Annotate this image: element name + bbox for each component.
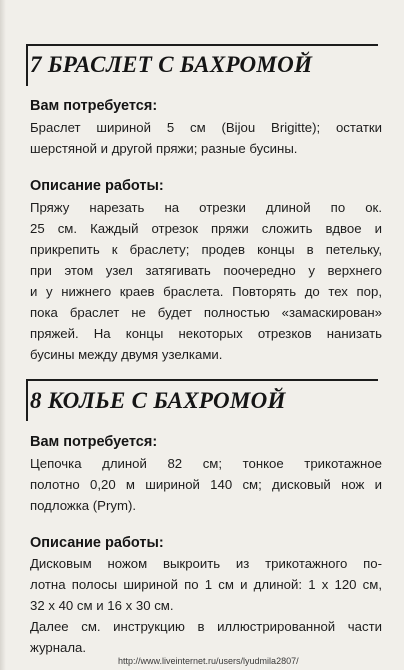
section2-materials-heading: Вам потребуется: <box>30 434 158 450</box>
text-line: Браслет шириной 5 см (Bijou Brigitte); остатки <box>30 120 382 135</box>
section2-work-heading: Описание работы: <box>30 535 164 551</box>
section2-left-bar <box>26 379 28 421</box>
section1-materials-text <box>30 117 382 159</box>
text-line: прикрепить к браслету; продев концы в петельку, <box>30 242 382 257</box>
section1-left-bar <box>26 44 28 86</box>
text-line: 32 х 40 см и 16 х 30 см. <box>30 598 174 613</box>
text-line: полотно 0,20 м шириной 140 см; дисковый нож и <box>30 477 382 492</box>
text-line: пока браслет не будет полностью «замаскирован» <box>30 305 382 320</box>
text-line: подложка (Prym). <box>30 498 137 513</box>
section2-work-text <box>30 553 382 658</box>
section2-title: 8 КОЛЬЕ С БАХРОМОЙ <box>30 388 286 413</box>
section2-top-rule <box>26 379 378 381</box>
section1-title: 7 БРАСЛЕТ С БАХРОМОЙ <box>30 52 313 77</box>
text-line: пряжей. На концы некоторых отрезков нанизать <box>30 326 382 341</box>
text-line: журнала. <box>30 640 87 655</box>
page-spine-shadow <box>0 0 6 670</box>
text-line: Далее см. инструкцию в иллюстрированной части <box>30 619 382 634</box>
text-line: и у нижнего краев браслета. Повторять до тех пор, <box>30 284 382 299</box>
text-line: Пряжу нарезать на отрезки длиной по ок. <box>30 200 382 215</box>
text-line: бусины между двумя узелками. <box>30 347 223 362</box>
section1-work-text <box>30 197 382 365</box>
section1-top-rule <box>26 44 378 46</box>
section1-work-heading: Описание работы: <box>30 178 164 194</box>
watermark-url: http://www.liveinternet.ru/users/lyudmila2807/ <box>118 656 299 666</box>
text-line: лотна полосы шириной по 1 см и длиной: 1 х 120 см, <box>30 577 382 592</box>
section1-materials-heading: Вам потребуется: <box>30 98 158 114</box>
text-line: 25 см. Каждый отрезок пряжи сложить вдвое и <box>30 221 382 236</box>
text-line: при этом узел затягивать поочередно у верхнего <box>30 263 382 278</box>
text-line: Дисковым ножом выкроить из трикотажного по- <box>30 556 382 571</box>
text-line: шерстяной и другой пряжи; разные бусины. <box>30 141 298 156</box>
section2-materials-text <box>30 453 382 516</box>
text-line: Цепочка длиной 82 см; тонкое трикотажное <box>30 456 382 471</box>
